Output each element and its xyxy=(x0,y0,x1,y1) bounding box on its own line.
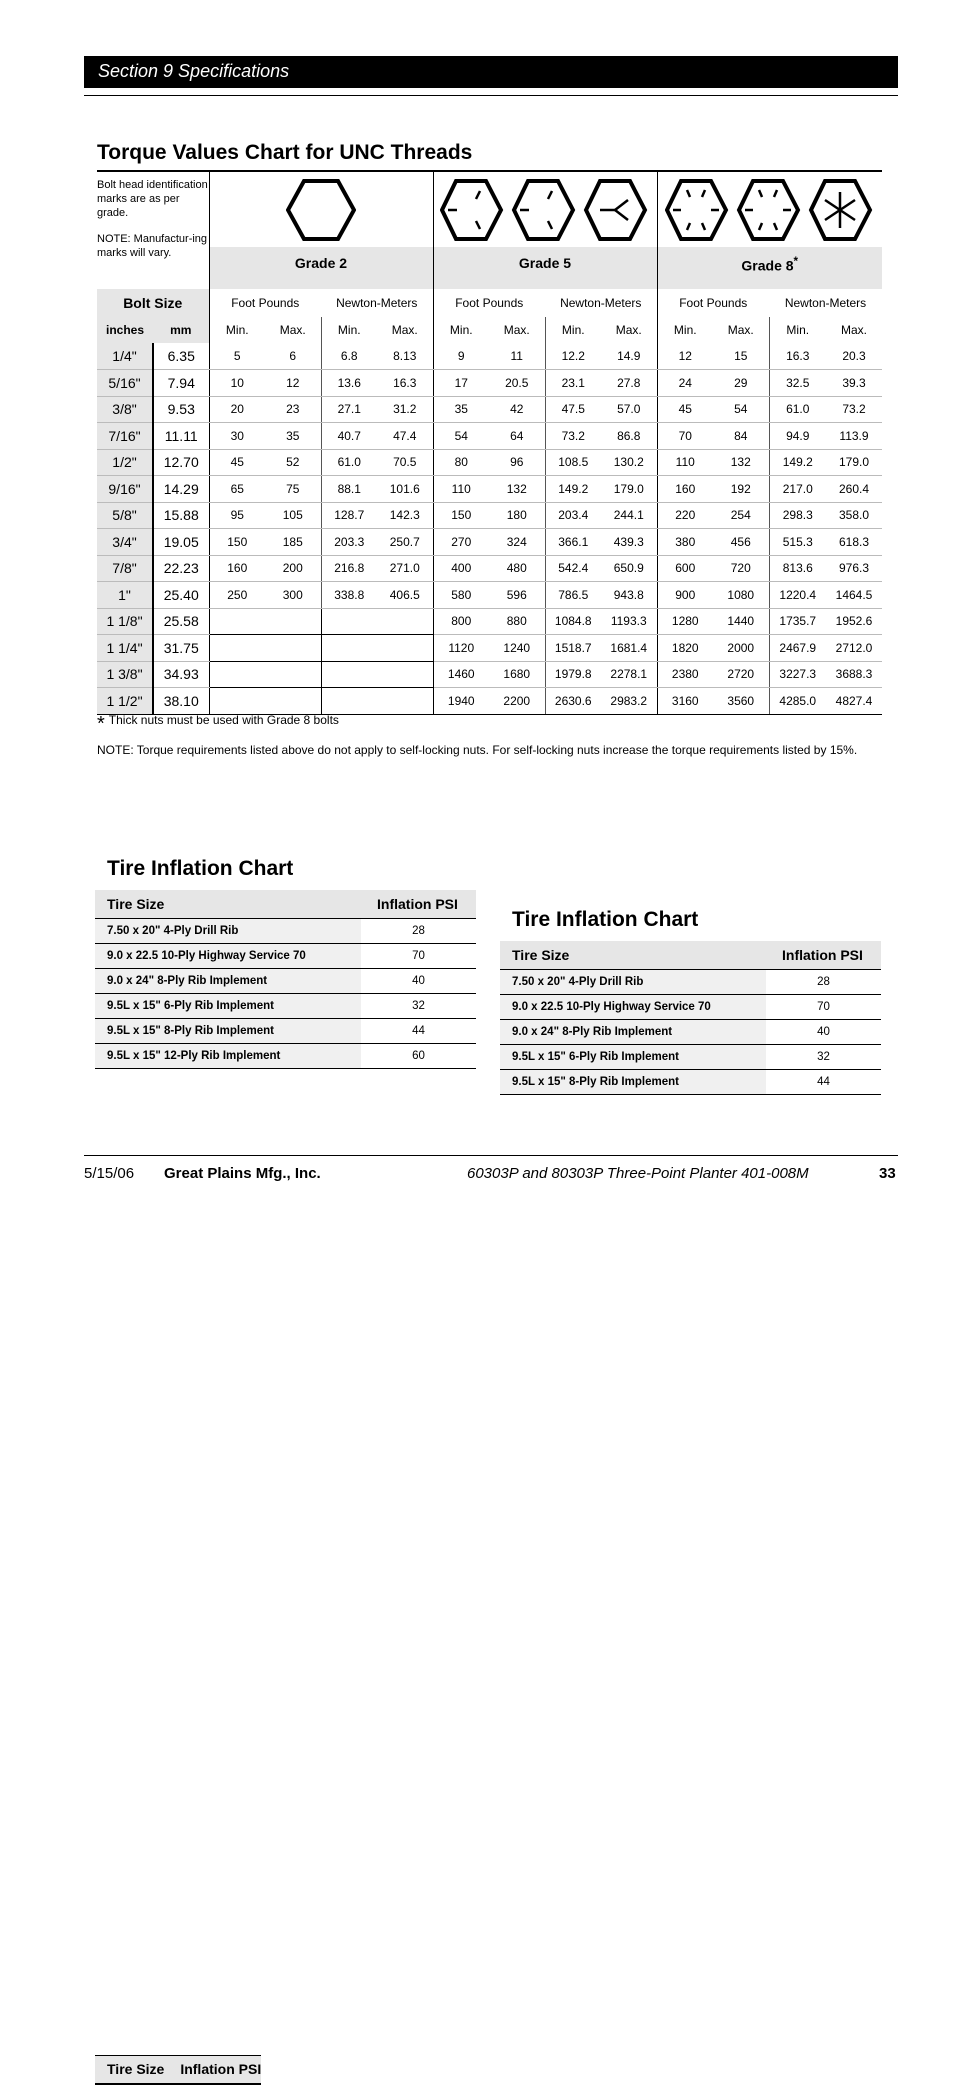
torque-value: 3160 xyxy=(657,688,713,715)
torque-value: 1240 xyxy=(489,635,545,662)
torque-value: 1518.7 xyxy=(545,635,601,662)
torque-row xyxy=(97,688,882,715)
tire-row xyxy=(95,918,476,943)
max-header: Max. xyxy=(503,323,530,337)
bolt-size-mm: 6.35 xyxy=(153,343,209,370)
bolt-size-inches: 1" xyxy=(97,582,153,609)
page-number: 33 xyxy=(879,1165,896,1182)
torque-empty-cell xyxy=(321,661,433,688)
torque-value: 880 xyxy=(489,608,545,635)
torque-row xyxy=(97,529,882,556)
min-header: Min. xyxy=(209,317,265,343)
torque-value: 185 xyxy=(265,529,321,556)
tire-row xyxy=(95,1043,476,1068)
torque-value: 40.7 xyxy=(321,423,377,450)
torque-value: 1193.3 xyxy=(601,608,657,635)
torque-value: 600 xyxy=(657,555,713,582)
grade2-marks xyxy=(209,172,433,247)
bolt-size-inches: 5/8" xyxy=(97,502,153,529)
torque-value: 1080 xyxy=(713,582,769,609)
torque-value: 2000 xyxy=(713,635,769,662)
tire-row xyxy=(500,1019,881,1044)
inches-header: inches xyxy=(97,317,153,343)
torque-value: 200 xyxy=(265,555,321,582)
torque-value: 1120 xyxy=(433,635,489,662)
torque-value: 366.1 xyxy=(545,529,601,556)
tire-size-cell: 9.0 x 22.5 10-Ply Highway Service 70 xyxy=(95,943,361,968)
grade8-text: Grade 8 xyxy=(741,257,794,274)
torque-value: 2720 xyxy=(713,661,769,688)
inflation-psi-cell: 44 xyxy=(766,1069,881,1094)
g2-foot-pounds: Foot Pounds xyxy=(209,289,321,317)
torque-value: 160 xyxy=(657,476,713,503)
torque-footnote xyxy=(97,713,339,736)
inflation-psi-footer: Inflation PSI xyxy=(164,2056,261,2084)
inflation-psi-cell: 70 xyxy=(361,943,476,968)
torque-value: 10 xyxy=(209,370,265,397)
max-header: Max. xyxy=(615,323,642,337)
footer-product: 60303P and 80303P Three-Point Planter 401-008M xyxy=(467,1165,809,1182)
tire-row xyxy=(95,943,476,968)
max-header: Max. xyxy=(840,323,867,337)
tire-size-cell: 9.5L x 15" 12-Ply Rib Implement xyxy=(95,1043,361,1068)
torque-value: 52 xyxy=(265,449,321,476)
bolt-size-inches: 1/2" xyxy=(97,449,153,476)
torque-empty-cell xyxy=(321,635,433,662)
inflation-psi-cell: 32 xyxy=(361,993,476,1018)
torque-empty-cell xyxy=(209,688,321,715)
torque-value: 132 xyxy=(713,449,769,476)
bolt-size-header: Bolt Size xyxy=(97,289,209,317)
torque-value: 30 xyxy=(209,423,265,450)
bolt-size-inches: 7/8" xyxy=(97,555,153,582)
torque-value: 192 xyxy=(713,476,769,503)
torque-value: 400 xyxy=(433,555,489,582)
inflation-psi-cell: 44 xyxy=(361,1018,476,1043)
bolt-size-mm: 31.75 xyxy=(153,635,209,662)
bolt-size-mm: 12.70 xyxy=(153,449,209,476)
bolt-size-mm: 9.53 xyxy=(153,396,209,423)
torque-value: 650.9 xyxy=(601,555,657,582)
torque-row xyxy=(97,370,882,397)
torque-value: 149.2 xyxy=(769,449,826,476)
torque-row xyxy=(97,635,882,662)
torque-value: 73.2 xyxy=(545,423,601,450)
max-header: Max. xyxy=(279,323,306,337)
header-rule xyxy=(84,95,898,96)
grade2-label: Grade 2 xyxy=(209,247,433,289)
torque-value: 1440 xyxy=(713,608,769,635)
torque-value: 15 xyxy=(713,343,769,370)
torque-value: 244.1 xyxy=(601,502,657,529)
torque-value: 216.8 xyxy=(321,555,377,582)
tire-row xyxy=(500,994,881,1019)
g2-newton-meters: Newton-Meters xyxy=(336,296,418,310)
inflation-psi-header: Inflation PSI xyxy=(766,941,881,969)
tire-size-cell: 9.0 x 22.5 10-Ply Highway Service 70 xyxy=(500,994,766,1019)
torque-value: 542.4 xyxy=(545,555,601,582)
torque-empty-cell xyxy=(209,661,321,688)
torque-value: 61.0 xyxy=(769,396,826,423)
torque-value: 900 xyxy=(657,582,713,609)
bolt-size-mm: 15.88 xyxy=(153,502,209,529)
tire-inflation-table-2 xyxy=(500,941,881,1095)
torque-value: 515.3 xyxy=(769,529,826,556)
footer-rule xyxy=(84,1155,898,1156)
torque-value: 338.8 xyxy=(321,582,377,609)
torque-value: 406.5 xyxy=(377,582,433,609)
torque-value: 2380 xyxy=(657,661,713,688)
tire-size-cell: 9.0 x 24" 8-Ply Rib Implement xyxy=(500,1019,766,1044)
torque-value: 580 xyxy=(433,582,489,609)
torque-value: 61.0 xyxy=(321,449,377,476)
torque-empty-cell xyxy=(321,608,433,635)
torque-value: 1735.7 xyxy=(769,608,826,635)
torque-value: 96 xyxy=(489,449,545,476)
tire-row xyxy=(95,968,476,993)
torque-value: 800 xyxy=(433,608,489,635)
torque-value: 2712.0 xyxy=(826,635,882,662)
torque-value: 54 xyxy=(713,396,769,423)
torque-value: 150 xyxy=(209,529,265,556)
section-header: Section 9 Specifications xyxy=(84,56,898,88)
torque-value: 84 xyxy=(713,423,769,450)
footnote-text: Thick nuts must be used with Grade 8 bolts xyxy=(108,713,339,727)
torque-value: 1680 xyxy=(489,661,545,688)
torque-value: 132 xyxy=(489,476,545,503)
torque-row xyxy=(97,661,882,688)
torque-value: 110 xyxy=(433,476,489,503)
footer-company: Great Plains Mfg., Inc. xyxy=(164,1165,321,1182)
torque-value: 150 xyxy=(433,502,489,529)
torque-value: 160 xyxy=(209,555,265,582)
torque-value: 73.2 xyxy=(826,396,882,423)
min-header: Min. xyxy=(769,317,826,343)
torque-value: 13.6 xyxy=(321,370,377,397)
inflation-psi-cell: 60 xyxy=(361,1043,476,1068)
torque-value: 12.2 xyxy=(545,343,601,370)
torque-value: 324 xyxy=(489,529,545,556)
torque-value: 80 xyxy=(433,449,489,476)
torque-row xyxy=(97,582,882,609)
torque-value: 11 xyxy=(489,343,545,370)
torque-value: 976.3 xyxy=(826,555,882,582)
torque-value: 180 xyxy=(489,502,545,529)
inflation-psi-cell: 28 xyxy=(766,969,881,994)
torque-value: 65 xyxy=(209,476,265,503)
bolt-size-mm: 19.05 xyxy=(153,529,209,556)
tire-chart-title-1: Tire Inflation Chart xyxy=(107,857,294,880)
torque-value: 1940 xyxy=(433,688,489,715)
torque-value: 35 xyxy=(265,423,321,450)
torque-empty-cell xyxy=(321,688,433,715)
torque-value: 220 xyxy=(657,502,713,529)
torque-value: 142.3 xyxy=(377,502,433,529)
torque-value: 24 xyxy=(657,370,713,397)
inflation-psi-header: Inflation PSI xyxy=(361,890,476,918)
bolt-size-mm: 25.40 xyxy=(153,582,209,609)
bolt-size-inches: 3/8" xyxy=(97,396,153,423)
bolt-size-mm: 7.94 xyxy=(153,370,209,397)
torque-value: 5 xyxy=(209,343,265,370)
torque-value: 45 xyxy=(657,396,713,423)
inflation-psi-cell: 28 xyxy=(361,918,476,943)
torque-value: 70.5 xyxy=(377,449,433,476)
min-header: Min. xyxy=(433,317,489,343)
tire-size-cell: 9.5L x 15" 8-Ply Rib Implement xyxy=(95,1018,361,1043)
grade8-label xyxy=(657,247,882,289)
torque-value: 179.0 xyxy=(601,476,657,503)
torque-value: 1220.4 xyxy=(769,582,826,609)
torque-value: 8.13 xyxy=(377,343,433,370)
tire-row xyxy=(500,1069,881,1094)
bolt-size-mm: 38.10 xyxy=(153,688,209,715)
torque-value: 380 xyxy=(657,529,713,556)
torque-value: 2630.6 xyxy=(545,688,601,715)
torque-value: 786.5 xyxy=(545,582,601,609)
min-header: Min. xyxy=(657,317,713,343)
torque-value: 2983.2 xyxy=(601,688,657,715)
grade8-marks xyxy=(657,172,882,247)
bolt-id-note: Bolt head identification marks are as per grade. xyxy=(97,179,208,219)
tire-size-cell: 9.5L x 15" 8-Ply Rib Implement xyxy=(500,1069,766,1094)
torque-value: 95 xyxy=(209,502,265,529)
torque-value: 70 xyxy=(657,423,713,450)
torque-value: 31.2 xyxy=(377,396,433,423)
torque-value: 720 xyxy=(713,555,769,582)
torque-value: 23.1 xyxy=(545,370,601,397)
bolt-size-inches: 1 1/2" xyxy=(97,688,153,715)
torque-value: 16.3 xyxy=(377,370,433,397)
torque-value: 596 xyxy=(489,582,545,609)
inflation-psi-cell: 40 xyxy=(766,1019,881,1044)
torque-value: 203.4 xyxy=(545,502,601,529)
torque-value: 298.3 xyxy=(769,502,826,529)
inflation-psi-cell: 40 xyxy=(361,968,476,993)
torque-value: 57.0 xyxy=(601,396,657,423)
grade2-hex-icon xyxy=(286,178,356,242)
torque-value: 149.2 xyxy=(545,476,601,503)
torque-row xyxy=(97,449,882,476)
torque-value: 203.3 xyxy=(321,529,377,556)
torque-value: 128.7 xyxy=(321,502,377,529)
torque-value: 42 xyxy=(489,396,545,423)
torque-value: 47.5 xyxy=(545,396,601,423)
torque-value: 618.3 xyxy=(826,529,882,556)
torque-row xyxy=(97,502,882,529)
tire-size-cell: 9.5L x 15" 6-Ply Rib Implement xyxy=(95,993,361,1018)
torque-value: 27.8 xyxy=(601,370,657,397)
bolt-size-mm: 11.11 xyxy=(153,423,209,450)
torque-value: 300 xyxy=(265,582,321,609)
torque-value: 456 xyxy=(713,529,769,556)
torque-value: 101.6 xyxy=(377,476,433,503)
inflation-psi-cell: 32 xyxy=(766,1044,881,1069)
torque-value: 250 xyxy=(209,582,265,609)
torque-value: 105 xyxy=(265,502,321,529)
torque-value: 813.6 xyxy=(769,555,826,582)
bolt-size-inches: 1 3/8" xyxy=(97,661,153,688)
bolt-size-mm: 25.58 xyxy=(153,608,209,635)
torque-value: 1681.4 xyxy=(601,635,657,662)
torque-value: 943.8 xyxy=(601,582,657,609)
torque-value: 2200 xyxy=(489,688,545,715)
torque-row xyxy=(97,608,882,635)
max-header: Max. xyxy=(391,323,418,337)
tire-size-header: Tire Size xyxy=(95,890,361,918)
torque-value: 1464.5 xyxy=(826,582,882,609)
tire-row xyxy=(500,1044,881,1069)
g5-newton-meters: Newton-Meters xyxy=(560,296,642,310)
torque-value: 47.4 xyxy=(377,423,433,450)
torque-value: 1084.8 xyxy=(545,608,601,635)
torque-value: 35 xyxy=(433,396,489,423)
torque-value: 16.3 xyxy=(769,343,826,370)
bolt-size-inches: 1/4" xyxy=(97,343,153,370)
torque-value: 260.4 xyxy=(826,476,882,503)
bolt-size-inches: 1 1/8" xyxy=(97,608,153,635)
torque-value: 1979.8 xyxy=(545,661,601,688)
torque-value: 12 xyxy=(657,343,713,370)
tire-size-cell: 9.0 x 24" 8-Ply Rib Implement xyxy=(95,968,361,993)
torque-value: 23 xyxy=(265,396,321,423)
grade5-label: Grade 5 xyxy=(433,247,657,289)
torque-value: 6.8 xyxy=(321,343,377,370)
min-header: Min. xyxy=(545,317,601,343)
torque-value: 217.0 xyxy=(769,476,826,503)
tire-size-cell: 7.50 x 20" 4-Ply Drill Rib xyxy=(95,918,361,943)
tire-chart-title-2: Tire Inflation Chart xyxy=(512,908,699,931)
torque-value: 54 xyxy=(433,423,489,450)
torque-row xyxy=(97,343,882,370)
grade5-hex-icons xyxy=(440,178,650,242)
torque-value: 39.3 xyxy=(826,370,882,397)
tire-size-header: Tire Size xyxy=(500,941,766,969)
bolt-size-inches: 9/16" xyxy=(97,476,153,503)
grade8-asterisk: * xyxy=(793,255,799,268)
inflation-psi-cell: 70 xyxy=(766,994,881,1019)
bolt-size-inches: 3/4" xyxy=(97,529,153,556)
torque-value: 12 xyxy=(265,370,321,397)
torque-value: 88.1 xyxy=(321,476,377,503)
self-locking-note: NOTE: Torque requirements listed above do not apply to self-locking nuts. For self-locking nuts increase the torque requirements listed by 15%. xyxy=(97,743,858,757)
torque-table xyxy=(97,172,882,715)
torque-value: 2467.9 xyxy=(769,635,826,662)
mm-header: mm xyxy=(153,317,209,343)
torque-empty-cell xyxy=(209,635,321,662)
torque-value: 14.9 xyxy=(601,343,657,370)
torque-value: 1460 xyxy=(433,661,489,688)
torque-value: 270 xyxy=(433,529,489,556)
bolt-size-inches: 7/16" xyxy=(97,423,153,450)
torque-value: 358.0 xyxy=(826,502,882,529)
bolt-size-mm: 34.93 xyxy=(153,661,209,688)
torque-value: 108.5 xyxy=(545,449,601,476)
torque-value: 20.3 xyxy=(826,343,882,370)
tire-size-cell: 9.5L x 15" 6-Ply Rib Implement xyxy=(500,1044,766,1069)
g5-foot-pounds: Foot Pounds xyxy=(433,289,545,317)
torque-value: 17 xyxy=(433,370,489,397)
torque-value: 113.9 xyxy=(826,423,882,450)
torque-row xyxy=(97,476,882,503)
torque-value: 439.3 xyxy=(601,529,657,556)
torque-value: 9 xyxy=(433,343,489,370)
bolt-size-inches: 1 1/4" xyxy=(97,635,153,662)
torque-value: 2278.1 xyxy=(601,661,657,688)
torque-value: 1820 xyxy=(657,635,713,662)
tire-row xyxy=(95,1018,476,1043)
torque-value: 4285.0 xyxy=(769,688,826,715)
torque-value: 64 xyxy=(489,423,545,450)
grade5-marks xyxy=(433,172,657,247)
max-header: Max. xyxy=(727,323,754,337)
torque-value: 1952.6 xyxy=(826,608,882,635)
footnote-asterisk: * xyxy=(97,713,105,735)
torque-value: 3688.3 xyxy=(826,661,882,688)
tire-size-cell: 7.50 x 20" 4-Ply Drill Rib xyxy=(500,969,766,994)
tire-row xyxy=(95,993,476,1018)
torque-value: 130.2 xyxy=(601,449,657,476)
grade8-hex-icons xyxy=(665,178,875,242)
torque-value: 32.5 xyxy=(769,370,826,397)
tire-size-footer: Tire Size xyxy=(95,2056,164,2084)
torque-value: 94.9 xyxy=(769,423,826,450)
torque-value: 20 xyxy=(209,396,265,423)
torque-value: 3227.3 xyxy=(769,661,826,688)
torque-chart-title: Torque Values Chart for UNC Threads xyxy=(97,141,473,164)
torque-row xyxy=(97,423,882,450)
torque-row xyxy=(97,555,882,582)
bolt-size-mm: 22.23 xyxy=(153,555,209,582)
torque-value: 250.7 xyxy=(377,529,433,556)
footer-date: 5/15/06 xyxy=(84,1165,135,1182)
g8-foot-pounds: Foot Pounds xyxy=(657,289,769,317)
torque-value: 271.0 xyxy=(377,555,433,582)
torque-value: 480 xyxy=(489,555,545,582)
bolt-id-note-cell xyxy=(97,172,209,289)
bolt-size-inches: 5/16" xyxy=(97,370,153,397)
torque-value: 27.1 xyxy=(321,396,377,423)
torque-value: 29 xyxy=(713,370,769,397)
torque-value: 86.8 xyxy=(601,423,657,450)
torque-value: 75 xyxy=(265,476,321,503)
torque-value: 1280 xyxy=(657,608,713,635)
bolt-size-mm: 14.29 xyxy=(153,476,209,503)
manufacturing-note: NOTE: Manufactur-ing marks will vary. xyxy=(97,233,208,259)
torque-value: 20.5 xyxy=(489,370,545,397)
torque-value: 254 xyxy=(713,502,769,529)
torque-value: 45 xyxy=(209,449,265,476)
torque-value: 3560 xyxy=(713,688,769,715)
tire-row xyxy=(500,969,881,994)
g8-newton-meters: Newton-Meters xyxy=(784,296,867,310)
min-header: Min. xyxy=(321,317,377,343)
torque-empty-cell xyxy=(209,608,321,635)
torque-row xyxy=(97,396,882,423)
torque-value: 179.0 xyxy=(826,449,882,476)
torque-value: 6 xyxy=(265,343,321,370)
torque-value: 110 xyxy=(657,449,713,476)
torque-value: 4827.4 xyxy=(826,688,882,715)
